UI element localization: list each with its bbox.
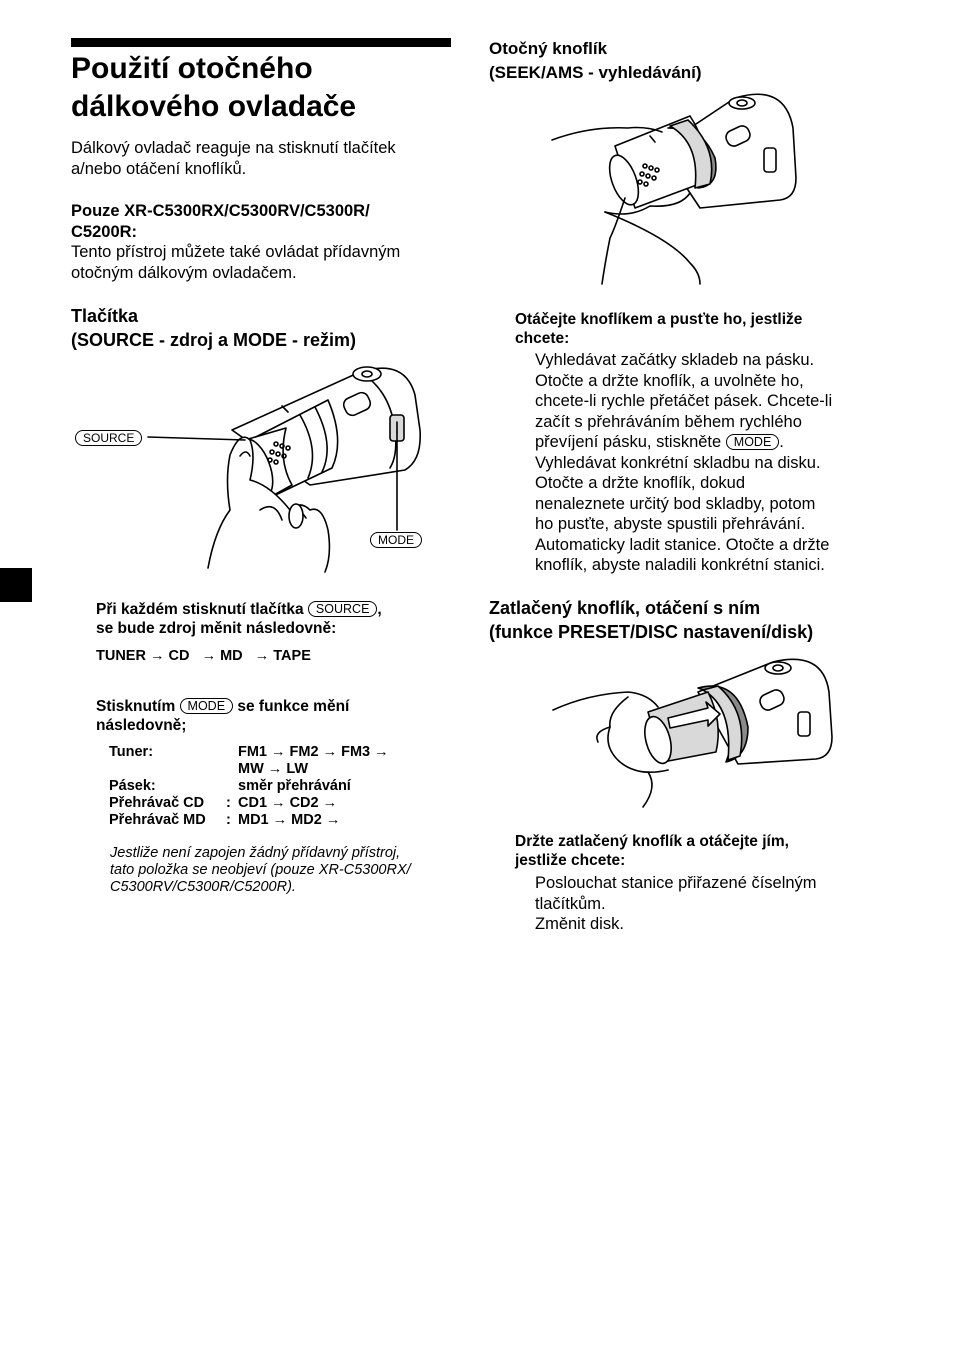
- mode-key: MODE: [180, 698, 234, 714]
- table-row: MW → LW: [238, 761, 309, 777]
- seek-heading: Otočný knoflík (SEEK/AMS - vyhledávání): [489, 39, 702, 82]
- preset-illustration: [548, 652, 838, 812]
- source-key: SOURCE: [308, 601, 377, 617]
- buttons-heading: Tlačítka (SOURCE - zdroj a MODE - režim): [71, 306, 357, 350]
- source-instruction: Při každém stisknutí tlačítka SOURCE , se bude zdroj měnit následovně:: [96, 601, 382, 637]
- seek-illustration: [550, 88, 800, 288]
- mode-note: Jestliže není zapojen žádný přídavný přístroj, tato položka se neobjeví (pouze XR-C5300RX/ C5300RV/C5300R/C5200R).: [110, 845, 411, 895]
- intro-text: Dálkový ovladač reaguje na stisknutí tlačítek a/nebo otáčení knoflíků.: [71, 139, 396, 178]
- preset-list: Poslouchat stanice přiřazené číselným tlačítkům. Změnit disk.: [535, 874, 817, 933]
- table-row: Pásek: směr přehrávání: [109, 778, 351, 794]
- seek-list: Vyhledávat začátky skladeb na pásku. Otočte a držte knoflík, a uvolněte ho, chcete-li rychle přetáčet pásek. Chcete-li začít s přehráváním během rychlého převíjení pásku, stiskněte MODE . Vyhledávat konkrétní skladbu na disku. Otočte a držte knoflík, dokud nenaleznete určitý bod skladby, potom ho pusťte, abyste spustili přehrávání. Automaticky ladit stanice. Otočte a držte knoflík, abyste naladili konkrétní stanici.: [535, 351, 833, 574]
- seek-instruction: Otáčejte knoflíkem a pusťte ho, jestliže chcete:: [515, 311, 803, 347]
- mode-key-inline: MODE: [726, 434, 780, 450]
- table-row: Tuner: FM1 → FM2 → FM3 →: [109, 744, 389, 760]
- models-paragraph: Pouze XR-C5300RX/C5300RV/C5300R/ C5200R: Tento přístroj můžete také ovládat přídavným otočným dálkovým ovladačem.: [71, 202, 401, 282]
- section-tab: [0, 568, 32, 602]
- title-rule: [71, 38, 451, 47]
- source-sequence: TUNER → CD → MD → TAPE: [96, 648, 311, 664]
- mode-label: MODE: [370, 532, 422, 548]
- table-row: Přehrávač CD : CD1 → CD2 →: [109, 795, 338, 811]
- mode-instruction: Stisknutím MODE se funkce mění následovně;: [96, 698, 350, 734]
- page-title: Použití otočného dálkového ovladače: [71, 52, 357, 123]
- table-row: Přehrávač MD : MD1 → MD2 →: [109, 812, 341, 828]
- preset-instruction: Držte zatlačený knoflík a otáčejte jím, jestliže chcete:: [515, 833, 789, 869]
- preset-heading: Zatlačený knoflík, otáčení s ním (funkce PRESET/DISC nastavení/disk): [489, 598, 814, 642]
- mode-table: [109, 744, 389, 829]
- source-label: SOURCE: [75, 430, 142, 446]
